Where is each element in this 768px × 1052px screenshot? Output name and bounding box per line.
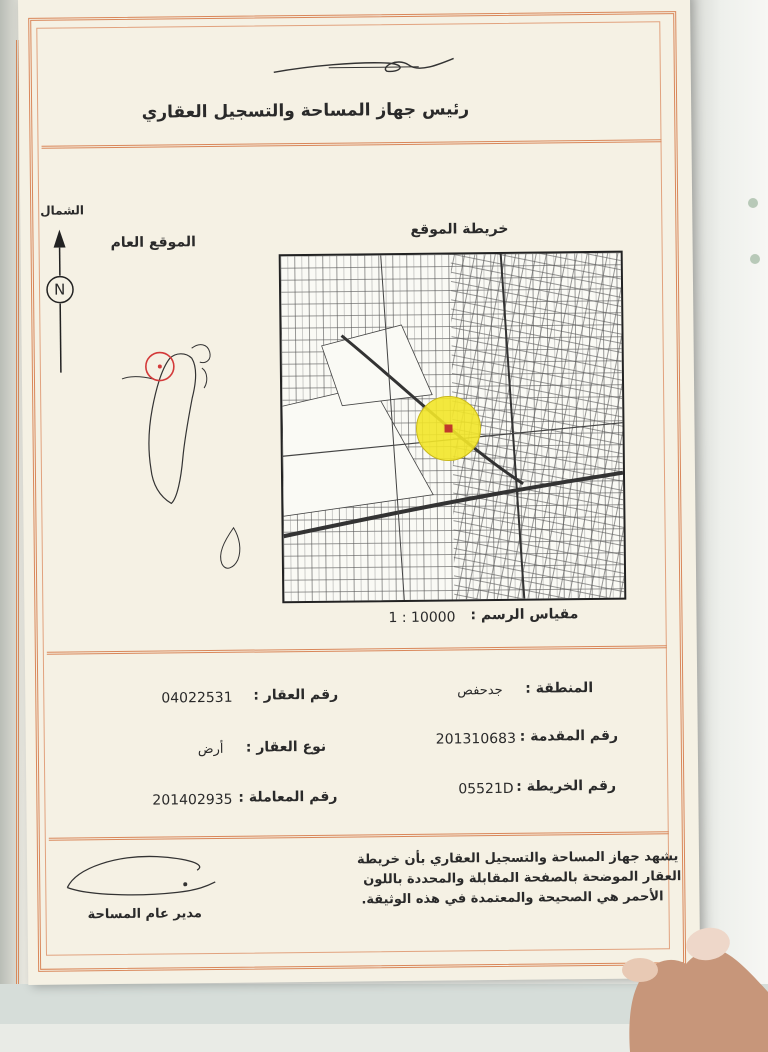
transaction-number-label: رقم المعاملة : xyxy=(238,789,337,806)
property-type-value: أرض xyxy=(198,742,224,757)
holding-hand xyxy=(600,912,768,1052)
booklet-cover-edge xyxy=(690,0,768,1024)
map-number-label: رقم الخريطة : xyxy=(516,778,616,795)
property-parcel xyxy=(444,424,452,432)
cover-decoration xyxy=(750,254,760,264)
site-map-drawing xyxy=(281,253,625,602)
property-type-label: نوع العقار : xyxy=(246,739,326,756)
bahrain-locator-map xyxy=(91,327,274,589)
general-location-title: الموقع العام xyxy=(110,234,195,251)
cover-decoration xyxy=(748,198,758,208)
block-number-label: رقم المقدمة : xyxy=(520,728,618,745)
facing-page-border xyxy=(2,40,19,1000)
header-title: رئيس جهاز المساحة والتسجيل العقاري xyxy=(209,99,469,122)
site-map-title: خريطة الموقع xyxy=(410,221,508,238)
north-arrow-icon xyxy=(44,227,76,377)
transaction-number-value: 201402935 xyxy=(152,792,232,809)
certification-line-3: الأحمر هي الصحيحة والمعتمدة في هذه الوثيقة. xyxy=(361,889,663,907)
scale-value: 1 : 10000 xyxy=(388,609,455,626)
map-number-value: 05521D xyxy=(458,781,513,798)
region-label: المنطقة : xyxy=(525,680,593,697)
property-number-label: رقم العقار : xyxy=(253,687,338,704)
region-value: جدحفص xyxy=(457,683,503,698)
property-number-value: 04022531 xyxy=(161,690,232,707)
title-deed-page xyxy=(18,0,700,985)
director-signature xyxy=(57,846,238,908)
certification-line-2: العقار الموضحة بالصفحة المقابلة والمحددة باللون xyxy=(363,869,681,887)
block-number-value: 201310683 xyxy=(436,731,516,748)
scale-label: مقياس الرسم : xyxy=(470,606,578,623)
director-title: مدير عام المساحة xyxy=(88,906,202,922)
site-map xyxy=(279,251,627,604)
certification-line-1: يشهد جهاز المساحة والتسجيل العقاري بأن خريطة xyxy=(357,849,679,867)
north-letter: N xyxy=(54,281,65,299)
head-signature xyxy=(269,50,459,92)
north-label: الشمال xyxy=(40,203,84,217)
